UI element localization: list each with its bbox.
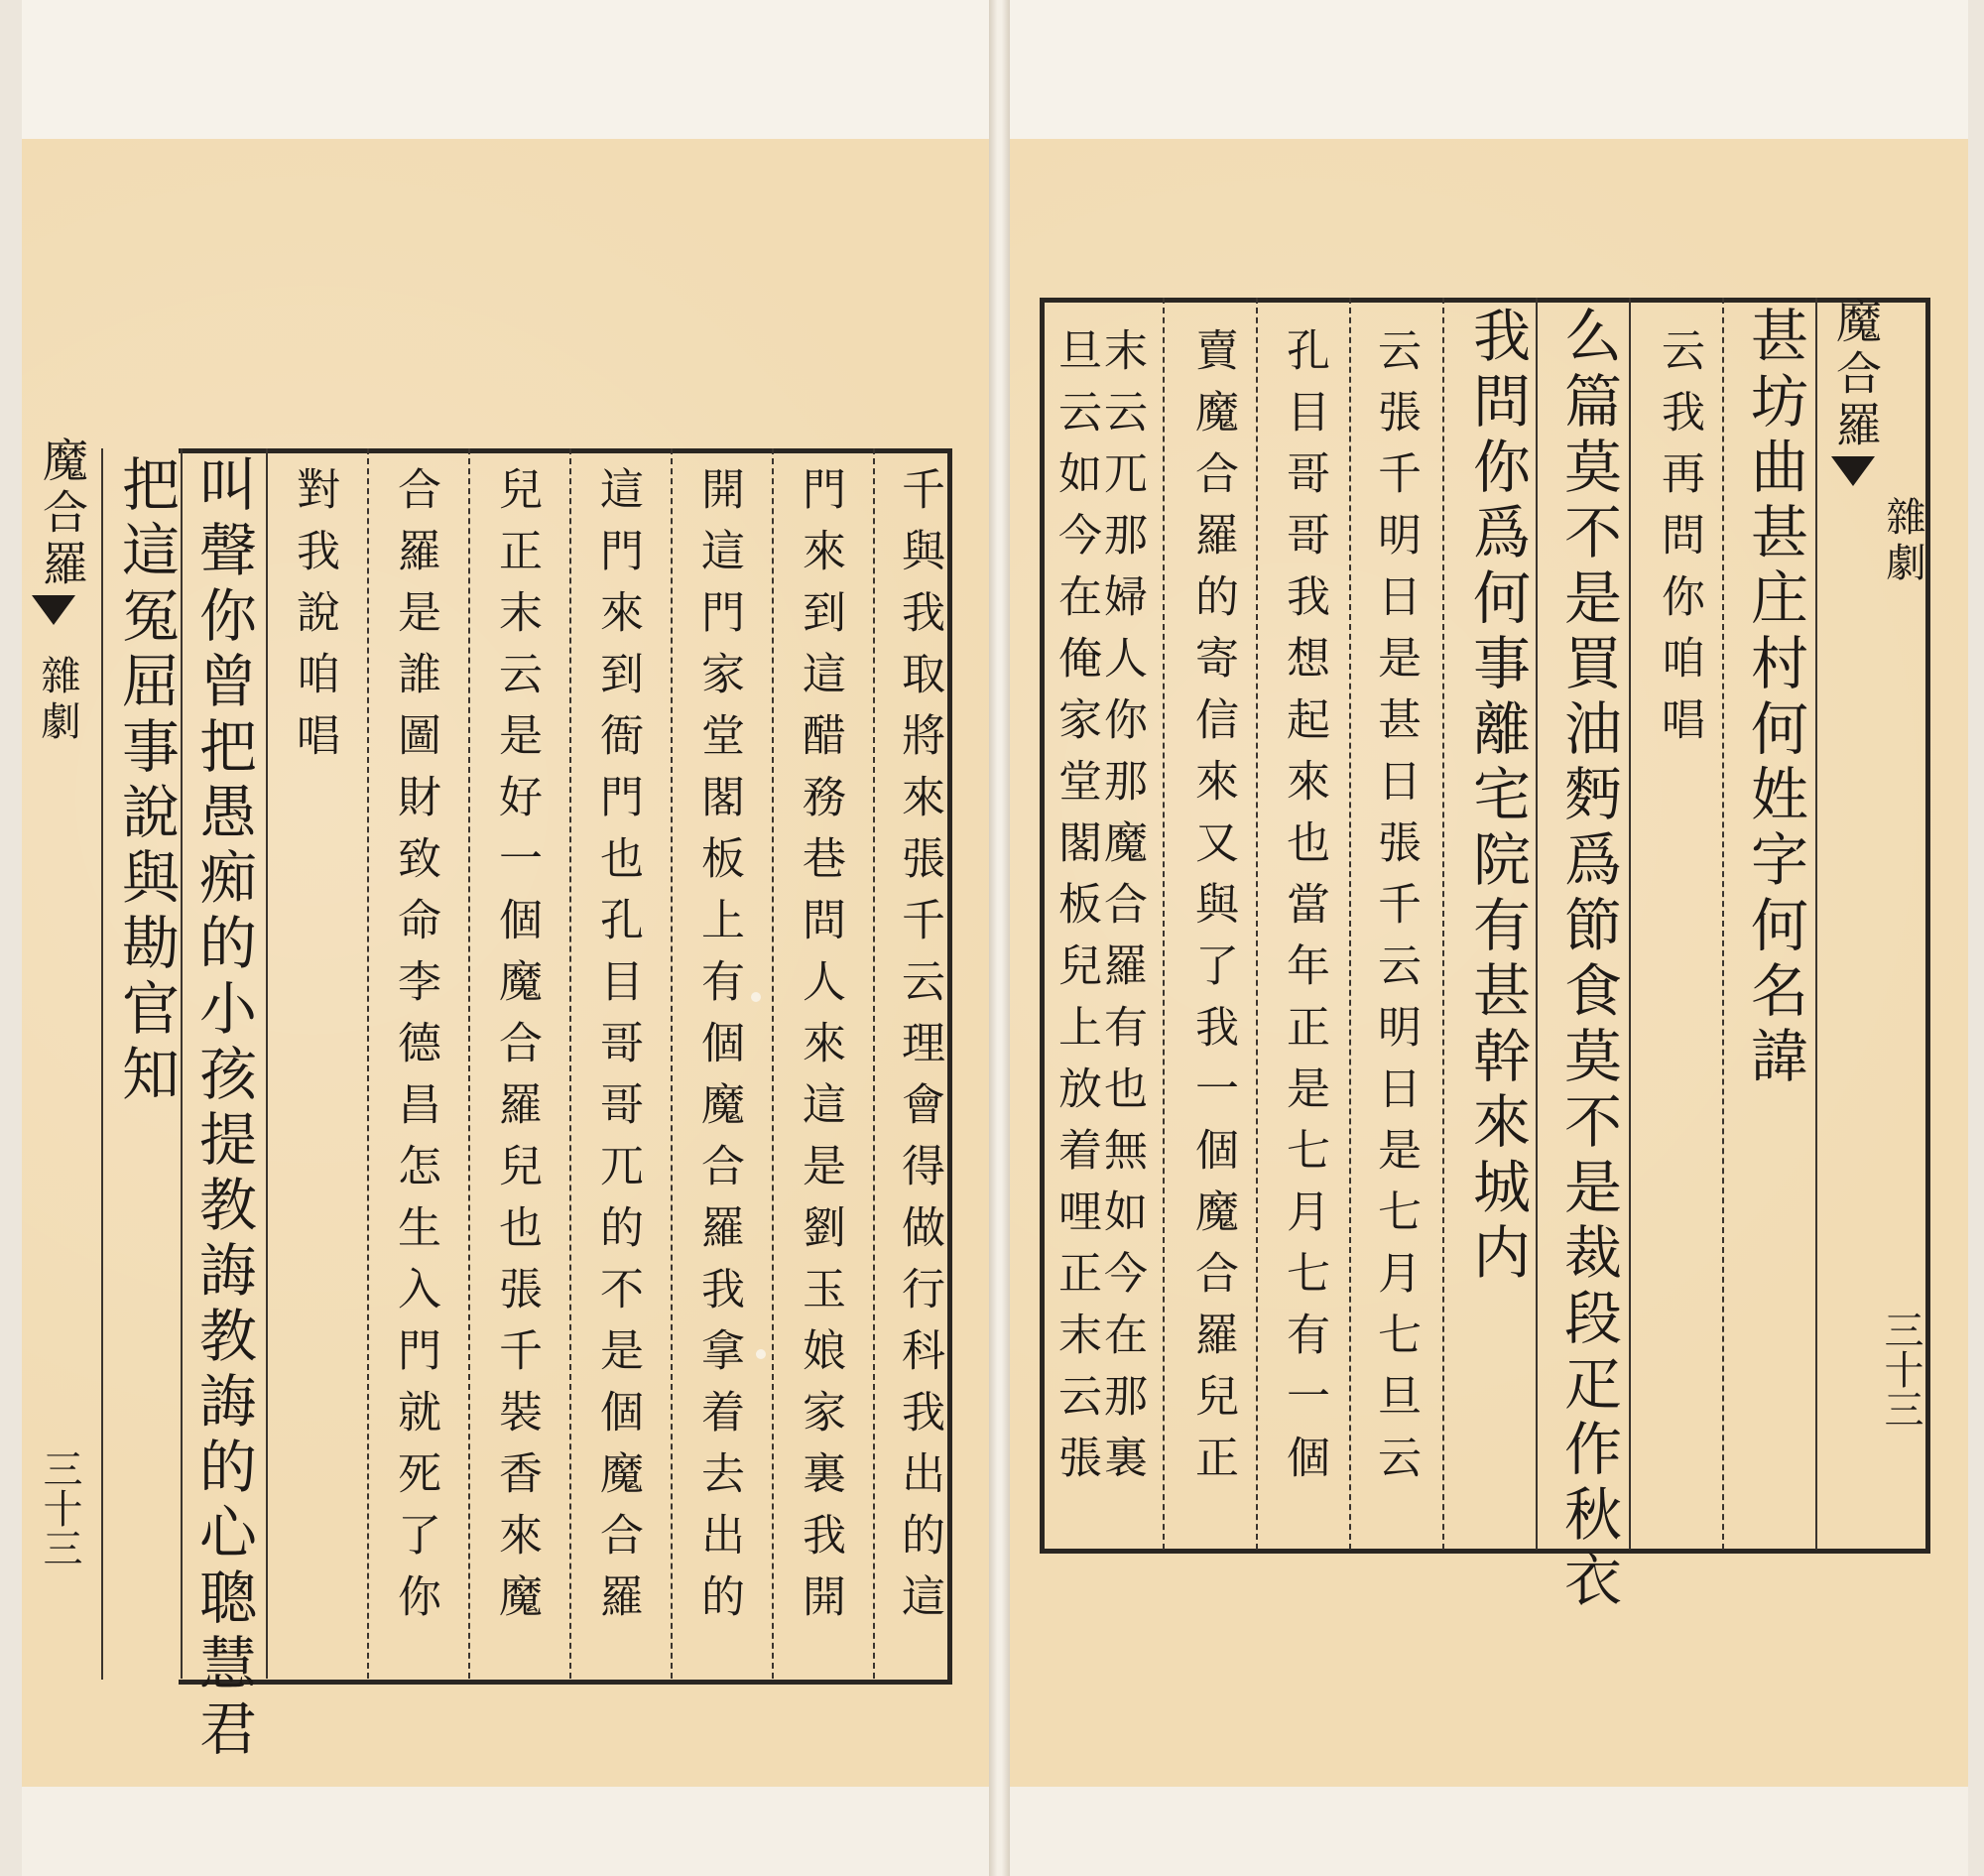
left-leaf-top <box>22 0 989 139</box>
column-rule <box>671 448 673 1679</box>
column-rule <box>569 448 571 1679</box>
text-column: 旦云如今在俺家堂閣板兒上放着哩正末云張 <box>1051 327 1101 1496</box>
column-rule <box>1256 298 1258 1550</box>
right-margin-title: 魔合羅 <box>1829 298 1883 452</box>
text-column: 孔目哥哥我想起來也當年正是七月七有一個 <box>1279 327 1329 1496</box>
text-column: 兒正末云是好一個魔合羅兒也張千裝香來魔 <box>491 466 542 1635</box>
text-column: 對我說咱唱 <box>289 466 339 774</box>
left-margin-label: 雜劇 <box>35 655 80 746</box>
text-column: 千與我取將來張千云理會得做行科我出的這 <box>894 466 944 1635</box>
text-column: 我問你爲何事離宅院有甚幹來城内 <box>1463 306 1531 1288</box>
left-page <box>22 139 989 1787</box>
left-margin-rule <box>101 448 103 1680</box>
column-rule <box>1163 298 1165 1550</box>
text-column: 把這冤屈事說與勘官知 <box>112 454 180 1109</box>
column-rule <box>367 448 369 1679</box>
book-gutter <box>989 0 1010 1876</box>
fish-tail-icon <box>32 595 75 625</box>
column-rule <box>1442 298 1444 1550</box>
right-folio: 三十三 <box>1878 1310 1923 1429</box>
left-margin-title: 魔合羅 <box>36 437 89 591</box>
column-rule <box>1629 298 1631 1550</box>
column-rule <box>1349 298 1351 1550</box>
right-margin-label: 雜劇 <box>1880 496 1925 587</box>
right-leaf-bottom <box>1010 1787 1968 1876</box>
left-folio: 三十三 <box>37 1448 82 1567</box>
left-leaf-bottom <box>22 1787 989 1876</box>
column-rule <box>772 448 774 1679</box>
text-column: 么篇莫不是買油麪爲節食莫不是裁段疋作秋衣 <box>1554 306 1622 1615</box>
column-rule <box>1815 298 1817 1550</box>
right-page <box>1010 139 1968 1787</box>
column-rule <box>468 448 470 1679</box>
text-column: 門來到這醋務巷問人來這是劉玉娘家裏我開 <box>795 466 845 1635</box>
text-column: 叫聲你曾把愚痴的小孩提教誨教誨的心聰慧君 <box>189 454 257 1764</box>
text-column: 云張千明日是甚日張千云明日是七月七旦云 <box>1370 327 1421 1496</box>
text-column: 云我再問你咱唱 <box>1654 327 1704 758</box>
fish-tail-icon <box>1831 456 1875 486</box>
text-column: 末云兀那婦人你那魔合羅有也無如今在那裏 <box>1096 327 1147 1496</box>
paper-wormhole <box>751 992 761 1002</box>
text-column: 賣魔合羅的寄信來又與了我一個魔合羅兒正 <box>1187 327 1238 1496</box>
column-rule <box>181 448 183 1679</box>
column-rule <box>266 448 268 1679</box>
column-rule <box>1722 298 1724 1550</box>
right-leaf-top <box>1010 0 1968 139</box>
text-column: 開這門家堂閣板上有個魔合羅我拿着去出的 <box>693 466 744 1635</box>
text-column: 這門來到衙門也孔目哥哥兀的不是個魔合羅 <box>592 466 643 1635</box>
text-column: 合羅是誰圖財致命李德昌怎生入門就死了你 <box>390 466 440 1635</box>
column-rule <box>1536 298 1538 1550</box>
paper-wormhole <box>756 1349 766 1359</box>
column-rule <box>873 448 875 1679</box>
text-column: 甚坊曲甚庄村何姓字何名諱 <box>1741 306 1808 1091</box>
